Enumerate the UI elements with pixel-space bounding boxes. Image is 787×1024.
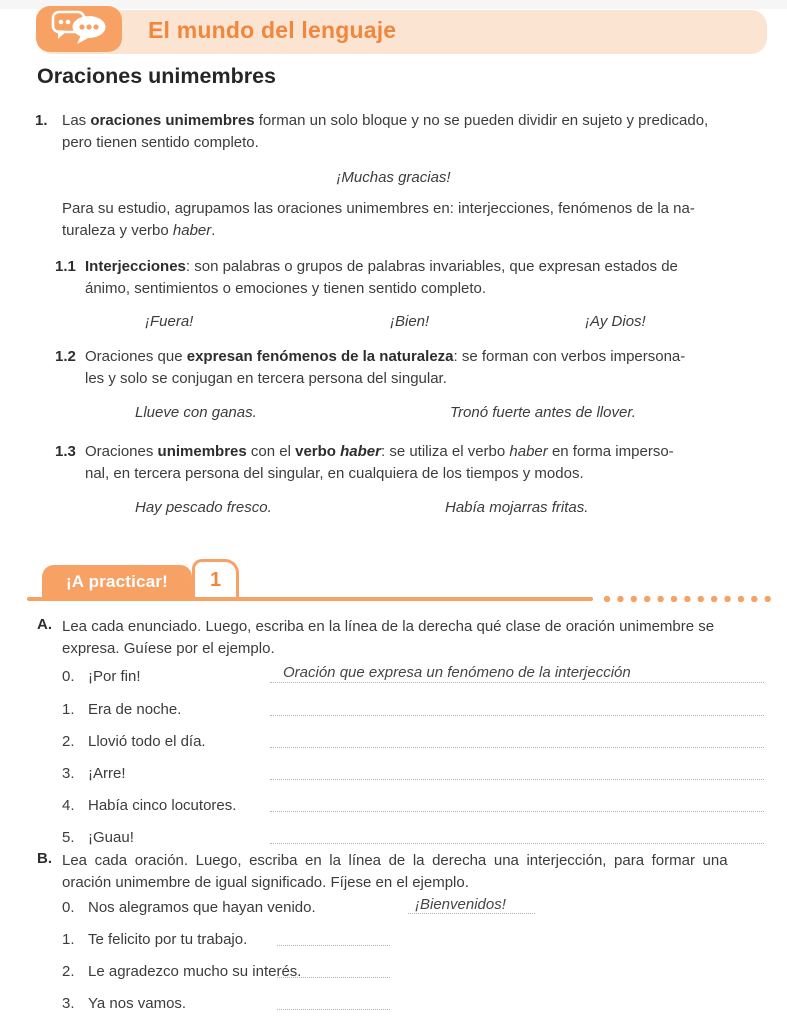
item-1-2-text2: : se forman con verbos impersona- xyxy=(453,348,686,365)
item-1-3-haber-bold-italic: haber xyxy=(340,443,381,460)
a-item-0-number: 0. xyxy=(62,668,75,685)
a-item-5-answer-line[interactable] xyxy=(270,843,764,844)
item-1-3-paragraph xyxy=(85,441,757,485)
item-1-2-paragraph xyxy=(85,346,757,390)
item-1-paragraph xyxy=(62,110,757,154)
item-1-3-number: 1.3 xyxy=(55,443,76,460)
item-1-1-number: 1.1 xyxy=(55,258,76,275)
item-1-2-text3: les y solo se conjugan en tercera persona del singular. xyxy=(85,370,447,387)
item-1-1-text: : son palabras o grupos de palabras invariables, que expresan estados de xyxy=(185,258,678,275)
b-item-1-answer-line[interactable] xyxy=(277,945,390,946)
exercise-a-instr-line2: expresa. Guíese por el ejemplo. xyxy=(62,640,275,657)
a-item-1-number: 1. xyxy=(62,701,75,718)
b-item-0-number: 0. xyxy=(62,899,75,916)
item-1-3-text: Oraciones xyxy=(85,443,158,460)
header-icon-badge xyxy=(36,6,122,52)
item-1-2-bold: expresan fenómenos de la naturaleza xyxy=(186,348,454,365)
a-item-0-answer-line[interactable] xyxy=(270,682,764,683)
item-1-3-text3: : se utiliza el verbo xyxy=(381,443,510,460)
header-title: El mundo del lenguaje xyxy=(148,17,397,43)
item-1-2-number: 1.2 xyxy=(55,348,76,365)
a-item-5-text: ¡Guau! xyxy=(88,829,134,846)
grouping-haber-italic: haber xyxy=(172,222,212,239)
b-item-0-answer: ¡Bienvenidos! xyxy=(415,896,506,913)
item-1-bold: oraciones unimembres xyxy=(90,112,255,129)
example-hay-pescado: Hay pescado fresco. xyxy=(135,499,272,516)
a-item-4-answer-line[interactable] xyxy=(270,811,764,812)
a-item-1-answer-line[interactable] xyxy=(270,715,764,716)
orange-divider xyxy=(27,597,593,601)
item-1-3-text5: nal, en tercera persona del singular, en cualquiera de los tiempos y modos. xyxy=(85,465,584,482)
b-item-2-text: Le agradezco mucho su interés. xyxy=(88,963,302,980)
b-item-3-text: Ya nos vamos. xyxy=(88,995,187,1012)
a-item-3-text: ¡Arre! xyxy=(88,765,126,782)
exercise-a-instr-line1: Lea cada enunciado. Luego, escriba en la línea de la derecha qué clase de oración unimembre se xyxy=(62,618,715,635)
a-item-3-number: 3. xyxy=(62,765,75,782)
exercise-b-instr-line1: Lea cada oración. Luego, escriba en la línea de la derecha una interjección, para formar una xyxy=(62,852,728,869)
exercise-b-instructions xyxy=(62,850,759,894)
item-1-text2: forman un solo bloque y no se pueden dividir en sujeto y predicado, xyxy=(254,112,709,129)
example-ay-dios: ¡Ay Dios! xyxy=(585,313,646,330)
chat-bubbles-icon xyxy=(50,8,108,51)
exercise-a-instructions xyxy=(62,616,759,660)
a-item-5-number: 5. xyxy=(62,829,75,846)
b-item-0-answer-line[interactable] xyxy=(408,913,535,914)
example-muchas-gracias: ¡Muchas gracias! xyxy=(336,169,451,186)
item-1-1-bold: Interjecciones xyxy=(85,258,186,275)
example-habia-mojarras: Había mojarras fritas. xyxy=(445,499,589,516)
b-item-1-text: Te felicito por tu trabajo. xyxy=(88,931,248,948)
a-item-0-answer: Oración que expresa un fenómeno de la interjección xyxy=(283,664,631,681)
a-item-0-text: ¡Por fin! xyxy=(88,668,141,685)
grouping-paragraph xyxy=(62,198,757,242)
practice-number: 1 xyxy=(209,569,222,591)
example-bien: ¡Bien! xyxy=(390,313,430,330)
practice-tab xyxy=(42,565,192,599)
orange-dots-divider xyxy=(604,596,776,602)
top-strip xyxy=(0,0,787,9)
item-1-3-haber-italic: haber xyxy=(509,443,548,460)
b-item-1-number: 1. xyxy=(62,931,75,948)
example-llueve: Llueve con ganas. xyxy=(135,404,257,421)
a-item-1-text: Era de noche. xyxy=(88,701,182,718)
page-title: Oraciones unimembres xyxy=(37,64,276,88)
item-1-3-bold2: verbo xyxy=(295,443,341,460)
b-item-0-text: Nos alegramos que hayan venido. xyxy=(88,899,316,916)
example-fuera: ¡Fuera! xyxy=(145,313,194,330)
item-1-1-paragraph xyxy=(85,256,757,300)
a-item-2-number: 2. xyxy=(62,733,75,750)
practice-number-tab xyxy=(192,559,239,599)
item-1-2-text: Oraciones que xyxy=(85,348,187,365)
exercise-b-instr-line2: oración unimembre de igual significado. Fíjese en el ejemplo. xyxy=(62,874,469,891)
grouping-period: . xyxy=(211,222,216,239)
item-1-3-bold: unimembres xyxy=(157,443,247,460)
b-item-3-answer-line[interactable] xyxy=(277,1009,390,1010)
grouping-text1: Para su estudio, agrupamos las oraciones unimembres en: interjecciones, fenómenos de la na- xyxy=(62,200,695,217)
grouping-text2: turaleza y verbo xyxy=(62,222,173,239)
item-1-3-text2: con el xyxy=(246,443,296,460)
a-item-4-text: Había cinco locutores. xyxy=(88,797,237,814)
header-banner xyxy=(36,10,767,54)
exercise-a-letter: A. xyxy=(37,616,52,633)
a-item-3-answer-line[interactable] xyxy=(270,779,764,780)
a-item-2-answer-line[interactable] xyxy=(270,747,764,748)
b-item-2-answer-line[interactable] xyxy=(277,977,390,978)
item-1-1-text2: ánimo, sentimientos o emociones y tienen sentido completo. xyxy=(85,280,487,297)
a-item-4-number: 4. xyxy=(62,797,75,814)
b-item-2-number: 2. xyxy=(62,963,75,980)
example-trono: Tronó fuerte antes de llover. xyxy=(450,404,636,421)
item-1-3-text4: en forma imperso- xyxy=(547,443,674,460)
a-item-2-text: Llovió todo el día. xyxy=(88,733,206,750)
b-item-3-number: 3. xyxy=(62,995,75,1012)
exercise-b-letter: B. xyxy=(37,850,52,867)
item-1-text: Las xyxy=(62,112,91,129)
practice-tab-label: ¡A practicar! xyxy=(65,572,169,591)
item-1-text3: pero tienen sentido completo. xyxy=(62,134,259,151)
item-1-number: 1. xyxy=(35,112,48,129)
